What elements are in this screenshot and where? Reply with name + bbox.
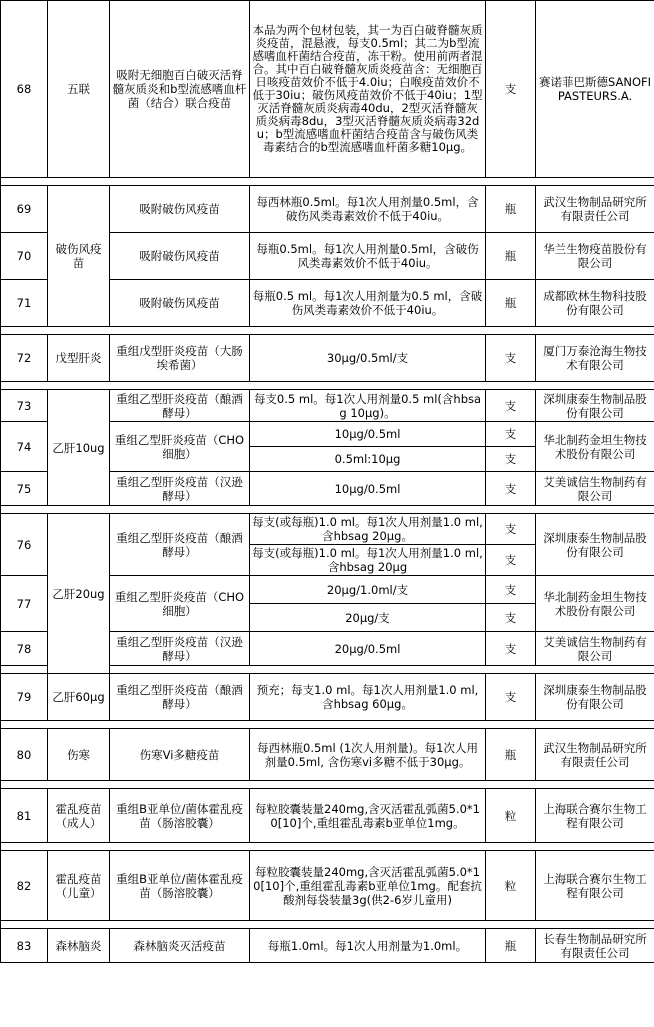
row-gap [1,843,654,851]
product-name: 重组乙型肝炎疫苗（汉逊酵母） [110,632,250,666]
row-number: 76 [1,514,48,576]
row-number: 77 [1,576,48,632]
unit: 瓶 [486,280,536,327]
unit: 瓶 [486,729,536,781]
specification: 每支0.5 ml。每1次人用剂量0.5 ml(含hbsag 10μg)。 [250,390,486,422]
table-row [1,390,654,422]
product-name: 伤寒Vi多糖疫苗 [110,729,250,781]
specification: 每瓶0.5 ml。每1次人用剂量为0.5 ml，含破伤风类毒素效价不低于40iu。 [250,280,486,327]
row-gap [1,327,654,335]
category: 森林脑炎 [48,929,110,963]
specification: 每瓶1.0ml。每1次人用剂量为1.0ml。 [250,929,486,963]
specification: 20μg/1.0ml/支 [250,576,486,604]
product-name: 吸附破伤风疫苗 [110,280,250,327]
product-name: 重组乙型肝炎疫苗（酿酒酵母） [110,514,250,576]
unit: 支 [486,422,536,447]
row-number: 83 [1,929,48,963]
row-gap [1,382,654,390]
category: 乙肝10ug [48,390,110,506]
unit: 支 [486,390,536,422]
unit: 粒 [486,789,536,843]
category: 伤寒 [48,729,110,781]
manufacturer: 厦门万泰沧海生物技术有限公司 [536,335,654,382]
specification: 每支(或每瓶)1.0 ml。每1次人用剂量1.0 ml,含hbsag 20μg。 [250,514,486,545]
manufacturer: 华北制药金坦生物技术股份有限公司 [536,422,654,472]
row-number: 71 [1,280,48,327]
unit: 支 [486,576,536,604]
row-gap [1,721,654,729]
unit: 支 [486,674,536,721]
specification: 每支(或每瓶)1.0 ml。每1次人用剂量1.0 ml,含hbsag 20μg [250,545,486,576]
category: 破伤风疫苗 [48,186,110,327]
product-name: 重组乙型肝炎疫苗（酿酒酵母） [110,674,250,721]
product-name: 森林脑炎灭活疫苗 [110,929,250,963]
table-row [1,186,654,233]
unit: 支 [486,514,536,545]
product-name: 重组B亚单位/菌体霍乱疫苗（肠溶胶囊） [110,789,250,843]
specification: 每瓶0.5ml。每1次人用剂量0.5ml，含破伤风类毒素效价不低于40iu。 [250,233,486,280]
row-gap [1,506,654,514]
product-name: 重组乙型肝炎疫苗（汉逊酵母） [110,472,250,506]
specification: 30μg/0.5ml/支 [250,335,486,382]
unit: 粒 [486,851,536,921]
specification: 预充；每支1.0 ml。每1次人用剂量1.0 ml,含hbsag 60μg。 [250,674,486,721]
table-row [1,335,654,382]
category: 五联 [48,1,110,178]
row-number: 82 [1,851,48,921]
unit: 支 [486,545,536,576]
category: 乙肝60μg [48,674,110,721]
unit: 瓶 [486,929,536,963]
unit: 支 [486,472,536,506]
row-number: 72 [1,335,48,382]
manufacturer: 深圳康泰生物制品股份有限公司 [536,514,654,576]
row-number: 81 [1,789,48,843]
row-gap [1,921,654,929]
product-name: 重组戊型肝炎疫苗（大肠埃希菌） [110,335,250,382]
product-name: 重组B亚单位/菌体霍乱疫苗（肠溶胶囊） [110,851,250,921]
row-number: 79 [1,674,48,721]
category: 乙肝20ug [48,514,110,674]
product-name: 重组乙型肝炎疫苗（CHO细胞） [110,422,250,472]
unit: 瓶 [486,186,536,233]
specification: 10μg/0.5ml [250,472,486,506]
manufacturer: 上海联合赛尔生物工程有限公司 [536,789,654,843]
row-number: 69 [1,186,48,233]
specification: 每西林瓶0.5ml。每1次人用剂量0.5ml，含破伤风类毒素效价不低于40iu。 [250,186,486,233]
table-row [1,1,654,178]
category: 戊型肝炎 [48,335,110,382]
table-row [1,789,654,843]
row-number: 73 [1,390,48,422]
row-number: 75 [1,472,48,506]
unit: 瓶 [486,233,536,280]
manufacturer: 深圳康泰生物制品股份有限公司 [536,390,654,422]
specification: 10μg/0.5ml [250,422,486,447]
product-name: 重组乙型肝炎疫苗（CHO细胞） [110,576,250,632]
specification: 每西林瓶0.5ml (1次人用剂量)。每1次人用剂量0.5ml, 含伤寒vi多糖不低于30μg。 [250,729,486,781]
manufacturer: 武汉生物制品研究所有限责任公司 [536,729,654,781]
specification: 每粒胶囊装量240mg,含灭活霍乱弧菌5.0*10[10]个,重组霍乱毒素b亚单位1mg。 [250,789,486,843]
manufacturer: 艾美诚信生物制药有限公司 [536,632,654,666]
specification: 每粒胶囊装量240mg,含灭活霍乱弧菌5.0*10[10]个,重组霍乱毒素b亚单位1mg。配套抗酸剂每袋装量3g(供2-6岁儿童用) [250,851,486,921]
row-gap [1,666,654,674]
manufacturer: 艾美诚信生物制药有限公司 [536,472,654,506]
manufacturer: 华北制药金坦生物技术股份有限公司 [536,576,654,632]
product-name: 吸附破伤风疫苗 [110,233,250,280]
category: 霍乱疫苗（成人） [48,789,110,843]
manufacturer: 成都欧林生物科技股份有限公司 [536,280,654,327]
row-number: 74 [1,422,48,472]
unit: 支 [486,1,536,178]
product-name: 重组乙型肝炎疫苗（酿酒酵母） [110,390,250,422]
specification: 0.5ml:10μg [250,447,486,472]
table-row [1,851,654,921]
unit: 支 [486,604,536,632]
category: 霍乱疫苗（儿童） [48,851,110,921]
manufacturer: 赛诺菲巴斯德SANOFIPASTEURS.A. [536,1,654,178]
row-gap [1,781,654,789]
unit: 支 [486,447,536,472]
unit: 支 [486,632,536,666]
specification: 20μg/0.5ml [250,632,486,666]
row-gap [1,178,654,186]
table-row [1,674,654,721]
table-row [1,514,654,545]
manufacturer: 长春生物制品研究所有限责任公司 [536,929,654,963]
manufacturer: 上海联合赛尔生物工程有限公司 [536,851,654,921]
row-number: 80 [1,729,48,781]
specification: 20μg/支 [250,604,486,632]
specification: 本品为两个包材包装，其一为百白破脊髓灰质炎疫苗，混悬液，每支0.5ml；其二为b型流感嗜血杆菌结合疫苗，冻干粉。使用前两者混合。其中百白破脊髓灰质炎疫苗含：无细胞百日咳疫苗效价不低于4.0iu；白喉疫苗效价不低于30iu；破伤风疫苗效价不低于40iu；1型灭活脊髓灰质炎病毒40du，2型灭活脊髓灰质炎病毒8du，3型灭活脊髓灰质炎病毒32du；b型流感嗜血杆菌结合疫苗含与破伤风类毒素结合的b型流感嗜血杆菌多糖10μg。 [250,1,486,178]
row-number: 70 [1,233,48,280]
manufacturer: 武汉生物制品研究所有限责任公司 [536,186,654,233]
row-number: 68 [1,1,48,178]
table-row [1,729,654,781]
row-number: 78 [1,632,48,666]
product-name: 吸附破伤风疫苗 [110,186,250,233]
manufacturer: 深圳康泰生物制品股份有限公司 [536,674,654,721]
product-name: 吸附无细胞百白破灭活脊髓灰质炎和b型流感嗜血杆菌（结合）联合疫苗 [110,1,250,178]
table-row [1,929,654,963]
unit: 支 [486,335,536,382]
manufacturer: 华兰生物疫苗股份有限公司 [536,233,654,280]
